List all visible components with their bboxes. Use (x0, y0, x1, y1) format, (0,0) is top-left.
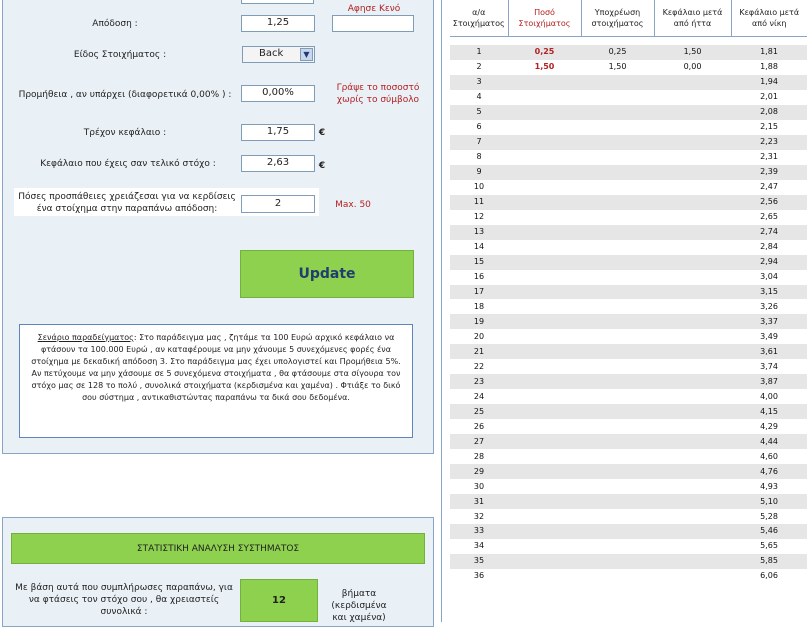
bet-type-label: Είδος Στοιχήματος : (73, 50, 167, 60)
results-table (450, 0, 807, 584)
steps-value: 12 (240, 579, 318, 622)
attempts-label: Πόσες προσπάθειες χρειάζεσαι για να κερδίσεις ένα στοίχημα στην παραπάνω απόδοση: (18, 192, 236, 214)
bet-liability-cell (581, 419, 654, 434)
capital-after-loss-cell (654, 464, 731, 479)
bet-number-cell: 28 (450, 449, 508, 464)
bet-liability-cell (581, 255, 654, 270)
bet-number-cell: 18 (450, 299, 508, 314)
bet-liability-cell (581, 314, 654, 329)
table-header-row (450, 0, 807, 37)
scenario-box (19, 324, 413, 438)
capital-label: Τρέχον κεφάλαιο : (83, 128, 167, 138)
capital-after-win-cell: 2,56 (731, 195, 807, 210)
bet-liability-cell (581, 494, 654, 509)
bet-liability-cell (581, 524, 654, 539)
table-row (450, 210, 807, 225)
capital-after-win-cell: 2,65 (731, 210, 807, 225)
bet-liability-cell (581, 225, 654, 240)
bet-number-cell: 33 (450, 524, 508, 539)
capital-after-win-cell: 2,31 (731, 150, 807, 165)
bet-liability-cell (581, 240, 654, 255)
bet-liability-cell (581, 180, 654, 195)
capital-after-loss-cell (654, 210, 731, 225)
bet-number-cell: 32 (450, 509, 508, 524)
table-row (450, 314, 807, 329)
capital-after-win-cell: 2,23 (731, 135, 807, 150)
capital-after-win-cell: 3,49 (731, 329, 807, 344)
header-bet-number: α/α Στοιχήματος (450, 0, 508, 37)
capital-after-loss-cell (654, 374, 731, 389)
table-row (450, 299, 807, 314)
bet-number-cell: 5 (450, 105, 508, 120)
bet-amount-cell (508, 240, 581, 255)
table-row (450, 225, 807, 240)
table-row (450, 404, 807, 419)
commission-label: Προμήθεια , αν υπάρχει (διαφορετικά 0,00% ) : (18, 90, 232, 100)
bet-amount-cell (508, 225, 581, 240)
capital-after-win-cell: 5,65 (731, 539, 807, 554)
bet-liability-cell (581, 135, 654, 150)
capital-after-loss-cell: 0,00 (654, 60, 731, 75)
capital-after-loss-cell (654, 494, 731, 509)
capital-after-win-cell: 4,15 (731, 404, 807, 419)
capital-after-win-cell: 4,76 (731, 464, 807, 479)
bet-number-cell: 29 (450, 464, 508, 479)
capital-after-loss-cell (654, 569, 731, 584)
bet-number-cell: 31 (450, 494, 508, 509)
bet-liability-cell: 0,25 (581, 45, 654, 60)
table-row (450, 105, 807, 120)
bet-amount-cell: 0,25 (508, 45, 581, 60)
capital-after-loss-cell (654, 105, 731, 120)
bet-amount-cell: 1,50 (508, 60, 581, 75)
capital-after-win-cell: 2,94 (731, 255, 807, 270)
header-bet-liability: Υποχρέωση στοιχήματος (581, 0, 654, 37)
odds-input[interactable]: 1,25 (241, 15, 315, 32)
capital-after-win-cell: 5,10 (731, 494, 807, 509)
capital-after-loss-cell (654, 539, 731, 554)
capital-after-loss-cell (654, 150, 731, 165)
table-row (450, 419, 807, 434)
capital-after-win-cell: 3,04 (731, 270, 807, 285)
bet-amount-cell (508, 554, 581, 569)
table-row (450, 449, 807, 464)
capital-after-loss-cell: 1,50 (654, 45, 731, 60)
stats-header: ΣΤΑΤΙΣΤΙΚΗ ΑΝΑΛΥΣΗ ΣΥΣΤΗΜΑΤΟΣ (11, 533, 425, 564)
bet-amount-cell (508, 509, 581, 524)
table-row (450, 374, 807, 389)
bet-liability-cell (581, 374, 654, 389)
bet-number-cell: 12 (450, 210, 508, 225)
capital-after-loss-cell (654, 240, 731, 255)
capital-after-loss-cell (654, 270, 731, 285)
bet-number-cell: 30 (450, 479, 508, 494)
bet-liability-cell (581, 404, 654, 419)
table-row (450, 270, 807, 285)
bet-amount-cell (508, 135, 581, 150)
capital-after-loss-cell (654, 285, 731, 300)
bet-number-cell: 20 (450, 329, 508, 344)
bet-number-cell: 25 (450, 404, 508, 419)
bet-number-cell: 17 (450, 285, 508, 300)
capital-after-win-cell: 3,74 (731, 359, 807, 374)
bet-liability-cell (581, 165, 654, 180)
bet-number-cell: 24 (450, 389, 508, 404)
bet-amount-cell (508, 464, 581, 479)
bet-number-cell: 3 (450, 75, 508, 90)
bet-number-cell: 16 (450, 270, 508, 285)
bet-number-cell: 19 (450, 314, 508, 329)
bet-amount-cell (508, 419, 581, 434)
bet-amount-cell (508, 539, 581, 554)
table-row (450, 285, 807, 300)
capital-after-win-cell: 4,29 (731, 419, 807, 434)
table-row (450, 90, 807, 105)
target-currency: € (318, 161, 326, 171)
table-row (450, 389, 807, 404)
table-row (450, 180, 807, 195)
capital-after-win-cell: 1,81 (731, 45, 807, 60)
bet-number-cell: 13 (450, 225, 508, 240)
header-bet-amount: Ποσό Στοιχήματος (508, 0, 581, 37)
table-row (450, 344, 807, 359)
scenario-title: Σενάριο παραδείγματος (37, 333, 134, 342)
bet-number-cell: 23 (450, 374, 508, 389)
bet-liability-cell (581, 479, 654, 494)
capital-after-win-cell: 2,08 (731, 105, 807, 120)
bet-amount-cell (508, 165, 581, 180)
bet-number-cell: 4 (450, 90, 508, 105)
bet-amount-cell (508, 210, 581, 225)
table-row (450, 434, 807, 449)
bet-number-cell: 6 (450, 120, 508, 135)
table-scroll-edge (441, 0, 442, 622)
capital-after-loss-cell (654, 434, 731, 449)
capital-after-loss-cell (654, 314, 731, 329)
capital-after-loss-cell (654, 524, 731, 539)
capital-after-loss-cell (654, 195, 731, 210)
top-input-field[interactable] (241, 0, 314, 4)
capital-after-win-cell: 4,93 (731, 479, 807, 494)
bet-amount-cell (508, 150, 581, 165)
capital-after-loss-cell (654, 329, 731, 344)
capital-after-loss-cell (654, 479, 731, 494)
capital-after-win-cell: 2,01 (731, 90, 807, 105)
capital-after-loss-cell (654, 75, 731, 90)
bet-liability-cell (581, 150, 654, 165)
bet-number-cell: 26 (450, 419, 508, 434)
bet-amount-cell (508, 255, 581, 270)
table-row (450, 359, 807, 374)
bet-amount-cell (508, 329, 581, 344)
capital-after-loss-cell (654, 419, 731, 434)
bet-amount-cell (508, 105, 581, 120)
bet-amount-cell (508, 449, 581, 464)
bet-liability-cell (581, 539, 654, 554)
capital-after-loss-cell (654, 554, 731, 569)
bet-liability-cell (581, 75, 654, 90)
steps-unit: βήματα (κερδισμένα και χαμένα) (331, 589, 387, 623)
bet-amount-cell (508, 90, 581, 105)
bet-liability-cell (581, 449, 654, 464)
bet-liability-cell (581, 359, 654, 374)
scenario-text: : Στο παράδειγμα μας , ζητάμε τα 100 Ευρώ αρχικό κεφάλαιο να φτάσουν τα 100.000 Ευρώ , αν καταφέρουμε να μην χάνουμε 5 συνεχόμενες φορές ένα στοίχημα με δεκαδική απόδοση 3. Στο παράδειγμα μας έχει υπολογιστεί και Προμήθεια 5%. Αν πετύχουμε να μην χάσουμε σε 5 συνεχόμενα στοιχήματα , θα φτάσουμε στα σίγουρα τον στόχο μας σε 128 το πολύ , συνολικά στοιχήματα (κερδισμένα και χαμένα) . Φτιάξε το δικό σου σύστημα , αντικαθιστώντας παραπάνω τα δικά σου δεδομένα. (31, 333, 401, 402)
table-row (450, 554, 807, 569)
bet-amount-cell (508, 314, 581, 329)
capital-after-win-cell: 3,87 (731, 374, 807, 389)
bet-number-cell: 21 (450, 344, 508, 359)
table-row (450, 165, 807, 180)
bet-amount-cell (508, 75, 581, 90)
capital-after-win-cell: 2,84 (731, 240, 807, 255)
capital-after-loss-cell (654, 299, 731, 314)
bet-amount-cell (508, 524, 581, 539)
bet-amount-cell (508, 285, 581, 300)
bet-liability-cell (581, 389, 654, 404)
chevron-down-icon[interactable]: ▼ (300, 48, 313, 61)
bet-amount-cell (508, 344, 581, 359)
bet-liability-cell (581, 195, 654, 210)
bet-number-cell: 22 (450, 359, 508, 374)
attempts-max: Max. 50 (335, 200, 371, 210)
bet-number-cell: 15 (450, 255, 508, 270)
bet-number-cell: 34 (450, 539, 508, 554)
capital-after-loss-cell (654, 404, 731, 419)
capital-after-win-cell: 2,47 (731, 180, 807, 195)
bet-liability-cell (581, 120, 654, 135)
clear-input[interactable] (332, 15, 414, 32)
capital-after-loss-cell (654, 90, 731, 105)
capital-after-win-cell: 6,06 (731, 569, 807, 584)
target-input[interactable]: 2,63 (241, 155, 315, 172)
capital-after-win-cell: 3,37 (731, 314, 807, 329)
capital-after-win-cell: 4,44 (731, 434, 807, 449)
bet-amount-cell (508, 120, 581, 135)
attempts-input[interactable]: 2 (241, 195, 315, 213)
capital-after-win-cell: 5,85 (731, 554, 807, 569)
clear-label: Αφησε Κενό (347, 4, 401, 14)
bet-amount-cell (508, 569, 581, 584)
capital-after-win-cell: 2,74 (731, 225, 807, 240)
bet-liability-cell (581, 299, 654, 314)
bet-amount-cell (508, 299, 581, 314)
table-row (450, 569, 807, 584)
header-capital-after-win: Κεφάλαιο μετά από νίκη (731, 0, 807, 37)
bet-number-cell: 10 (450, 180, 508, 195)
table-row (450, 45, 807, 60)
table-row (450, 509, 807, 524)
bet-liability-cell (581, 509, 654, 524)
update-button[interactable]: Update (240, 250, 414, 298)
table-row (450, 464, 807, 479)
commission-input[interactable]: 0,00% (241, 85, 315, 102)
capital-after-win-cell: 1,94 (731, 75, 807, 90)
bet-number-cell: 2 (450, 60, 508, 75)
capital-after-loss-cell (654, 225, 731, 240)
table-row (450, 329, 807, 344)
table-row (450, 120, 807, 135)
table-row (450, 524, 807, 539)
target-label: Κεφάλαιο που έχεις σαν τελικό στόχο : (40, 159, 216, 169)
bet-amount-cell (508, 195, 581, 210)
bet-number-cell: 9 (450, 165, 508, 180)
table-row (450, 75, 807, 90)
capital-after-win-cell: 5,28 (731, 509, 807, 524)
bet-liability-cell (581, 434, 654, 449)
capital-input[interactable]: 1,75 (241, 124, 315, 141)
capital-after-loss-cell (654, 135, 731, 150)
header-spacer (450, 37, 807, 46)
table-row (450, 539, 807, 554)
bet-amount-cell (508, 494, 581, 509)
capital-after-win-cell: 3,61 (731, 344, 807, 359)
bet-number-cell: 36 (450, 569, 508, 584)
bet-liability-cell (581, 105, 654, 120)
bet-number-cell: 35 (450, 554, 508, 569)
capital-after-win-cell: 2,15 (731, 120, 807, 135)
bet-number-cell: 27 (450, 434, 508, 449)
capital-currency: € (318, 128, 326, 138)
capital-after-loss-cell (654, 389, 731, 404)
table-row (450, 240, 807, 255)
capital-after-loss-cell (654, 165, 731, 180)
bet-liability-cell (581, 90, 654, 105)
bet-number-cell: 11 (450, 195, 508, 210)
bet-liability-cell: 1,50 (581, 60, 654, 75)
capital-after-win-cell: 4,60 (731, 449, 807, 464)
bet-liability-cell (581, 329, 654, 344)
bet-number-cell: 14 (450, 240, 508, 255)
capital-after-loss-cell (654, 120, 731, 135)
capital-after-win-cell: 5,46 (731, 524, 807, 539)
bet-number-cell: 8 (450, 150, 508, 165)
bet-amount-cell (508, 434, 581, 449)
bet-number-cell: 7 (450, 135, 508, 150)
bet-type-value: Back (259, 48, 284, 59)
table-row (450, 150, 807, 165)
capital-after-win-cell: 4,00 (731, 389, 807, 404)
bet-amount-cell (508, 479, 581, 494)
bet-liability-cell (581, 285, 654, 300)
table-row (450, 60, 807, 75)
capital-after-loss-cell (654, 449, 731, 464)
bet-liability-cell (581, 554, 654, 569)
capital-after-loss-cell (654, 359, 731, 374)
bet-amount-cell (508, 180, 581, 195)
table-row (450, 255, 807, 270)
capital-after-loss-cell (654, 255, 731, 270)
table-row (450, 195, 807, 210)
bet-amount-cell (508, 374, 581, 389)
commission-hint: Γράψε το ποσοστό χωρίς το σύμβολο (336, 83, 420, 105)
bet-amount-cell (508, 270, 581, 285)
bet-amount-cell (508, 389, 581, 404)
bet-liability-cell (581, 464, 654, 479)
bet-liability-cell (581, 270, 654, 285)
stats-summary-label: Με βάση αυτά που συμπλήρωσες παραπάνω, για να φτάσεις τον στόχο σου , θα χρειαστείς συνολικά : (15, 583, 233, 617)
bet-type-select[interactable] (242, 46, 315, 63)
table-row (450, 479, 807, 494)
bet-number-cell: 1 (450, 45, 508, 60)
bet-liability-cell (581, 210, 654, 225)
bet-liability-cell (581, 344, 654, 359)
bet-amount-cell (508, 359, 581, 374)
capital-after-win-cell: 3,15 (731, 285, 807, 300)
capital-after-win-cell: 2,39 (731, 165, 807, 180)
capital-after-loss-cell (654, 344, 731, 359)
header-capital-after-loss: Κεφάλαιο μετά από ήττα (654, 0, 731, 37)
table-row (450, 494, 807, 509)
capital-after-win-cell: 1,88 (731, 60, 807, 75)
capital-after-loss-cell (654, 509, 731, 524)
capital-after-win-cell: 3,26 (731, 299, 807, 314)
table-row (450, 135, 807, 150)
odds-label: Απόδοση : (92, 19, 138, 29)
bet-liability-cell (581, 569, 654, 584)
capital-after-loss-cell (654, 180, 731, 195)
bet-amount-cell (508, 404, 581, 419)
